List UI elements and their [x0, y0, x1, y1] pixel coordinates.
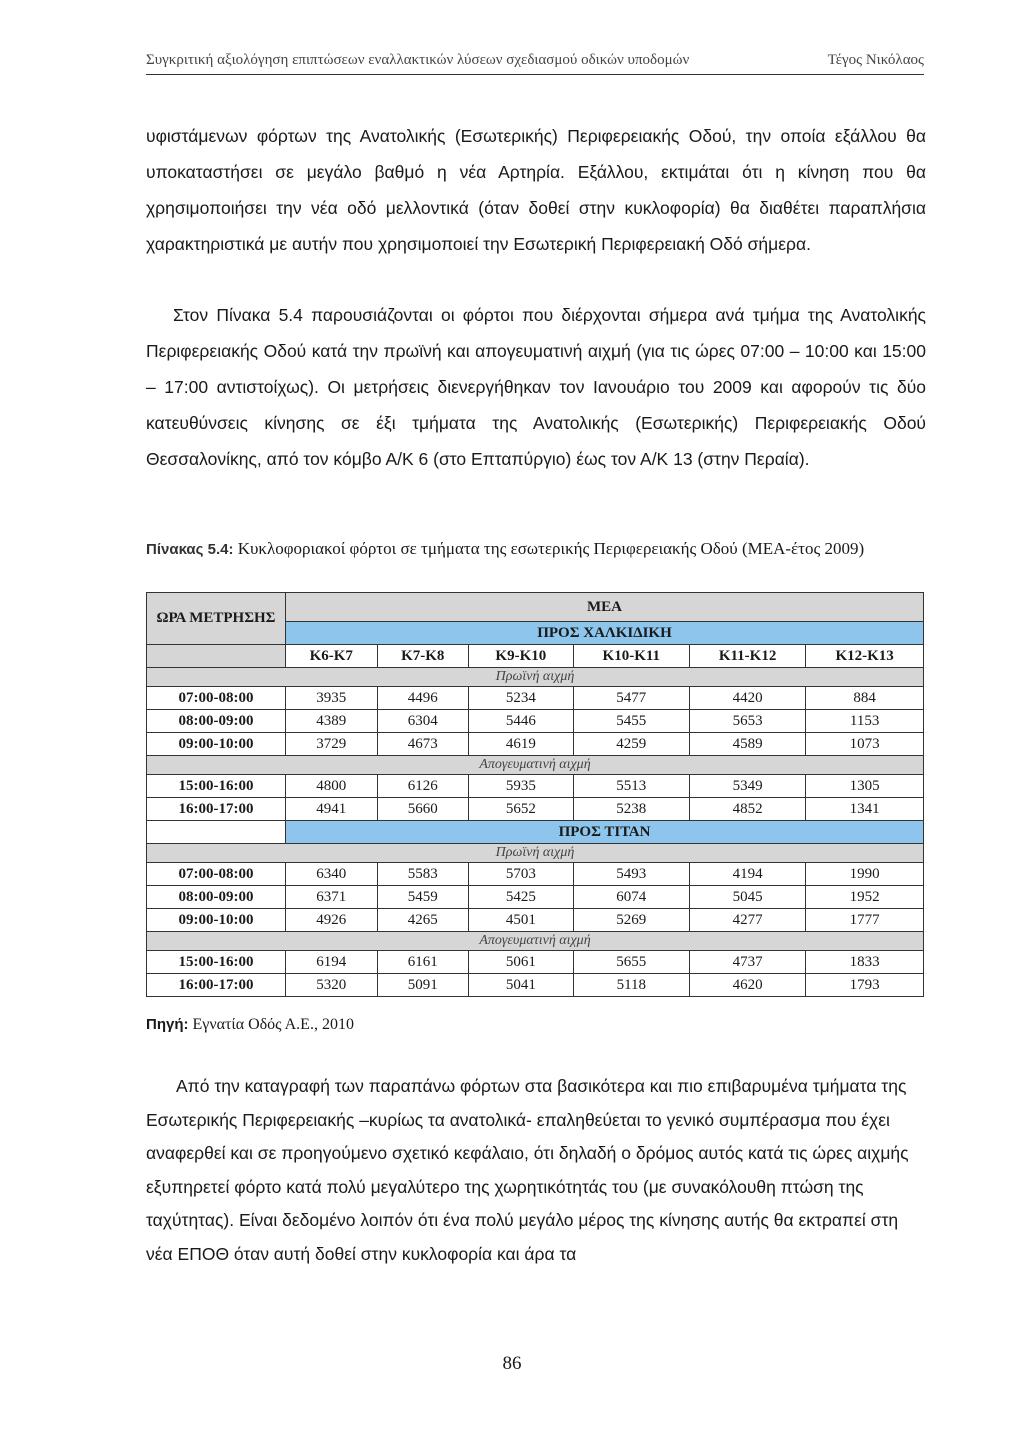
value-cell: 5425: [469, 886, 574, 909]
period-label: Απογευματινή αιχμή: [147, 756, 924, 775]
value-cell: 5652: [469, 798, 574, 821]
segment-header: Κ6-Κ7: [286, 645, 378, 668]
table-caption-label: Πίνακας 5.4:: [146, 541, 234, 558]
value-cell: 4800: [286, 775, 378, 798]
segment-header: Κ11-Κ12: [689, 645, 805, 668]
value-cell: 5583: [377, 863, 469, 886]
source-text: Εγνατία Οδός Α.Ε., 2010: [188, 1016, 354, 1033]
value-cell: 5349: [689, 775, 805, 798]
value-cell: 4420: [689, 687, 805, 710]
table-row: [147, 909, 924, 932]
value-cell: 4619: [469, 733, 574, 756]
value-cell: 5446: [469, 710, 574, 733]
time-cell: 16:00-17:00: [147, 974, 286, 997]
mea-header: ΜΕΑ: [286, 593, 924, 622]
value-cell: 5320: [286, 974, 378, 997]
value-cell: 5703: [469, 863, 574, 886]
paragraph-intro: υφιστάμενων φόρτων της Ανατολικής (Εσωτερικής) Περιφερειακής Οδού, την οποία εξάλλου θα υποκαταστήσει σε μεγάλο βαθμό η νέα Αρτηρία. Εξάλλου, εκτιμάται ότι η κίνηση που θα χρησιμοποιήσει την νέα οδό μελλοντικά (όταν δοθεί στην κυκλοφορία) θα διαθέτει παραπλήσια χαρακτηριστικά με αυτήν που χρησιμοποιεί την Εσωτερική Περιφερειακή Οδό σήμερα.: [146, 126, 926, 254]
value-cell: 5935: [469, 775, 574, 798]
value-cell: 6126: [377, 775, 469, 798]
table-source: [146, 1016, 354, 1034]
value-cell: 4941: [286, 798, 378, 821]
value-cell: 5091: [377, 974, 469, 997]
header-author: Τέγος Νικόλαος: [827, 52, 924, 68]
value-cell: 5477: [573, 687, 689, 710]
segment-header: Κ9-Κ10: [469, 645, 574, 668]
value-cell: 884: [806, 687, 924, 710]
value-cell: 5493: [573, 863, 689, 886]
segment-header-row: [147, 645, 924, 668]
source-label: Πηγή:: [146, 1016, 189, 1033]
period-row: [147, 668, 924, 687]
paragraph-conclusion: Από την καταγραφή των παραπάνω φόρτων στα βασικότερα και πιο επιβαρυμένα τμήματα της Εσωτερικής Περιφερειακής –κυρίως τα ανατολικά- επαληθεύεται το γενικό συμπέρασμα που έχει αναφερθεί και σε προηγούμενο σχετικό κεφάλαιο, ότι δηλαδή ο δρόμος αυτός κατά τις ώρες αιχμής εξυπηρετεί φόρτο κατά πολύ μεγαλύτερο της χωρητικότητάς του (με συνακόλουθη πτώση της ταχύτητας). Είναι δεδομένο λοιπόν ότι ένα πολύ μεγάλο μέρος της κίνησης αυτής θα εκτραπεί στη νέα ΕΠΟΘ όταν αυτή δοθεί στην κυκλοφορία και άρα τα: [146, 1076, 909, 1264]
period-row: [147, 756, 924, 775]
value-cell: 1952: [806, 886, 924, 909]
time-cell: 15:00-16:00: [147, 775, 286, 798]
value-cell: 1793: [806, 974, 924, 997]
segment-header: Κ10-Κ11: [573, 645, 689, 668]
segment-header: Κ12-Κ13: [806, 645, 924, 668]
direction-row: [147, 821, 924, 844]
time-cell: 07:00-08:00: [147, 863, 286, 886]
value-cell: 1990: [806, 863, 924, 886]
value-cell: 4589: [689, 733, 805, 756]
value-cell: 6194: [286, 951, 378, 974]
time-cell: 16:00-17:00: [147, 798, 286, 821]
value-cell: 4737: [689, 951, 805, 974]
value-cell: 6371: [286, 886, 378, 909]
table-row: [147, 886, 924, 909]
value-cell: 4277: [689, 909, 805, 932]
value-cell: 5238: [573, 798, 689, 821]
time-cell: 08:00-09:00: [147, 710, 286, 733]
value-cell: 5455: [573, 710, 689, 733]
value-cell: 4926: [286, 909, 378, 932]
time-cell: 08:00-09:00: [147, 886, 286, 909]
value-cell: 5655: [573, 951, 689, 974]
table-row: [147, 974, 924, 997]
value-cell: 1833: [806, 951, 924, 974]
value-cell: 5269: [573, 909, 689, 932]
table-row: [147, 775, 924, 798]
value-cell: 4389: [286, 710, 378, 733]
period-label: Απογευματινή αιχμή: [147, 932, 924, 951]
value-cell: 4852: [689, 798, 805, 821]
table-row: [147, 951, 924, 974]
page-number: 86: [502, 1353, 522, 1374]
period-label: Πρωϊνή αιχμή: [147, 668, 924, 687]
paragraph-table-description: Στον Πίνακα 5.4 παρουσιάζονται οι φόρτοι που διέρχονται σήμερα ανά τμήμα της Ανατολικής Περιφερειακής Οδού κατά την πρωϊνή και απογευματινή αιχμή (για τις ώρες 07:00 – 10:00 και 15:00 – 17:00 αντιστοίχως). Οι μετρήσεις διενεργήθηκαν τον Ιανουάριο του 2009 και αφορούν τις δύο κατευθύνσεις κίνησης σε έξι τμήματα της Ανατολικής (Εσωτερικής) Περιφερειακής Οδού Θεσσαλονίκης, από τον κόμβο Α/Κ 6 (στο Επταπύργιο) έως τον Α/Κ 13 (στην Περαία).: [146, 305, 926, 469]
value-cell: 5513: [573, 775, 689, 798]
value-cell: 3935: [286, 687, 378, 710]
value-cell: 4194: [689, 863, 805, 886]
table-row: [147, 710, 924, 733]
value-cell: 6340: [286, 863, 378, 886]
value-cell: 4673: [377, 733, 469, 756]
value-cell: 5045: [689, 886, 805, 909]
value-cell: 6161: [377, 951, 469, 974]
segment-header: Κ7-Κ8: [377, 645, 469, 668]
time-cell: 07:00-08:00: [147, 687, 286, 710]
value-cell: 6304: [377, 710, 469, 733]
table-caption-text: Κυκλοφοριακοί φόρτοι σε τμήματα της εσωτερικής Περιφερειακής Οδού (ΜΕΑ-έτος 2009): [233, 539, 865, 558]
time-cell: 15:00-16:00: [147, 951, 286, 974]
table-row: [147, 733, 924, 756]
value-cell: 5459: [377, 886, 469, 909]
value-cell: 1153: [806, 710, 924, 733]
value-cell: 5660: [377, 798, 469, 821]
value-cell: 5234: [469, 687, 574, 710]
segment-header-blank: [147, 645, 286, 668]
direction-row-blank: [147, 821, 286, 844]
table-row: [147, 863, 924, 886]
value-cell: 1073: [806, 733, 924, 756]
period-row: [147, 844, 924, 863]
value-cell: 5653: [689, 710, 805, 733]
running-header: [146, 50, 924, 75]
value-cell: 5061: [469, 951, 574, 974]
traffic-volume-table: [146, 592, 924, 997]
value-cell: 1305: [806, 775, 924, 798]
value-cell: 5041: [469, 974, 574, 997]
value-cell: 4496: [377, 687, 469, 710]
value-cell: 1777: [806, 909, 924, 932]
value-cell: 4265: [377, 909, 469, 932]
time-cell: 09:00-10:00: [147, 733, 286, 756]
value-cell: 4259: [573, 733, 689, 756]
table-row: [147, 687, 924, 710]
time-cell: 09:00-10:00: [147, 909, 286, 932]
value-cell: 1341: [806, 798, 924, 821]
table-row: [147, 798, 924, 821]
time-column-header: ΩΡΑ ΜΕΤΡΗΣΗΣ: [147, 593, 286, 645]
value-cell: 4620: [689, 974, 805, 997]
period-label: Πρωϊνή αιχμή: [147, 844, 924, 863]
header-title: Συγκριτική αξιολόγηση επιπτώσεων εναλλακτικών λύσεων σχεδιασμού οδικών υποδομών: [146, 52, 690, 68]
value-cell: 5118: [573, 974, 689, 997]
table-caption: [146, 536, 926, 563]
value-cell: 6074: [573, 886, 689, 909]
value-cell: 3729: [286, 733, 378, 756]
period-row: [147, 932, 924, 951]
direction-header: ΠΡΟΣ ΤΙΤΑΝ: [286, 821, 924, 844]
direction-header-chalkidiki: ΠΡΟΣ ΧΑΛΚΙΔΙΚΗ: [286, 622, 924, 645]
value-cell: 4501: [469, 909, 574, 932]
